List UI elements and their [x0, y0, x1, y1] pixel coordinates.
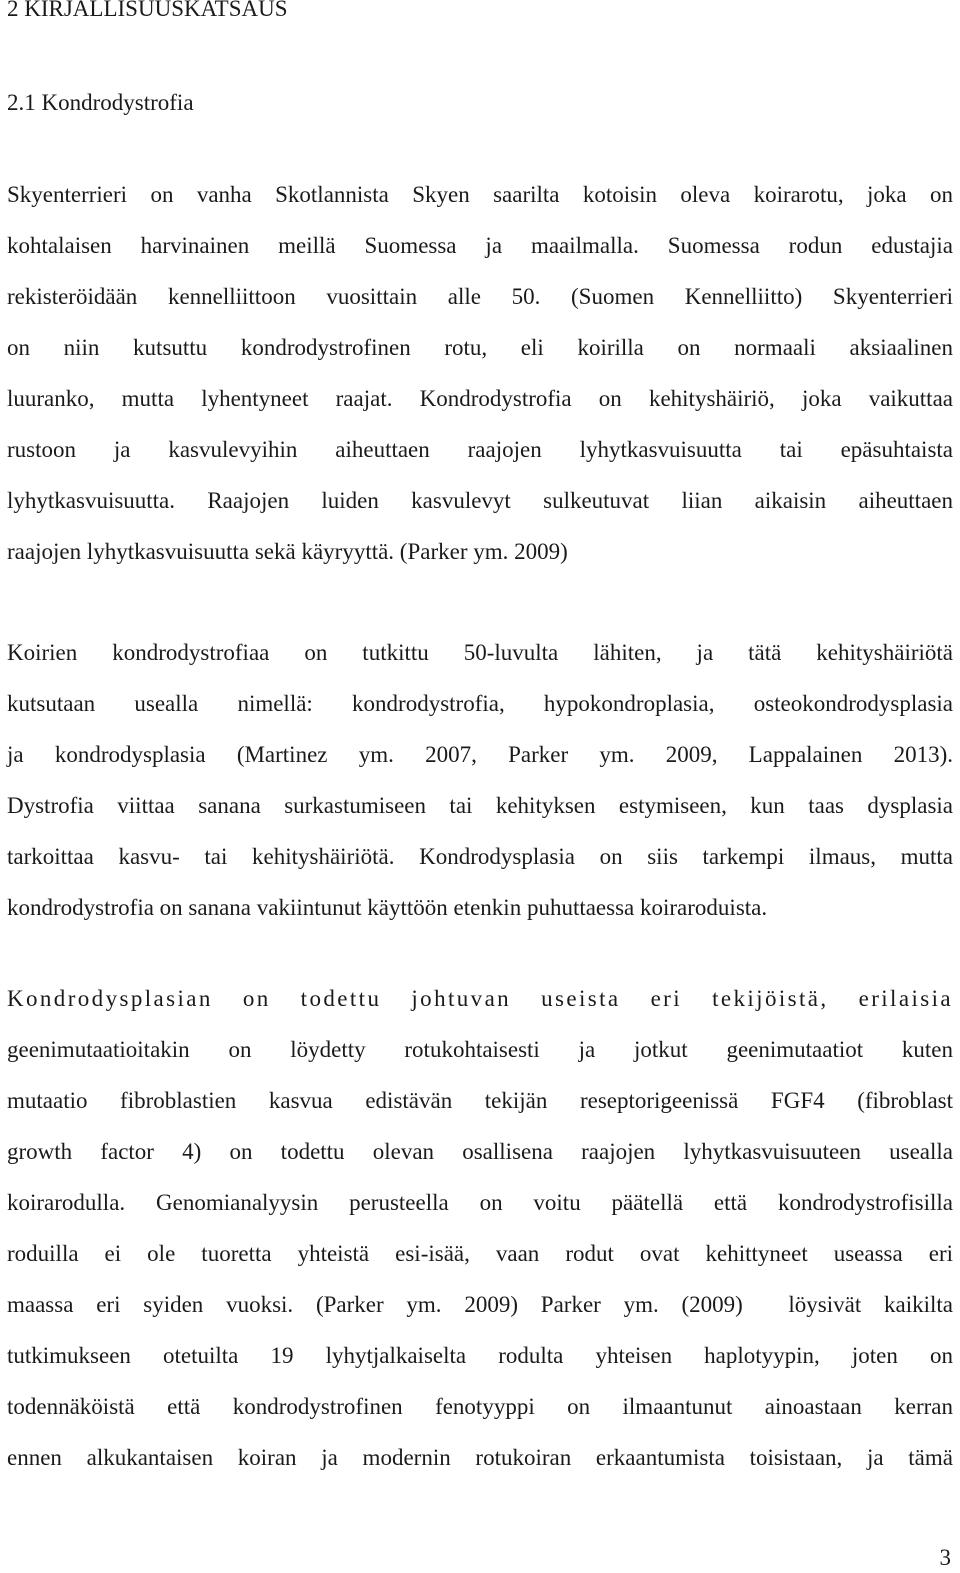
text-line: kohtalaisen harvinainen meillä Suomessa ja maailmalla. Suomessa rodun edustajia — [7, 233, 953, 258]
text-line: rekisteröidään kennelliittoon vuosittain alle 50. (Suomen Kennelliitto) Skyenterrieri — [7, 284, 953, 309]
text-line: koirarodulla. Genomianalyysin perusteella on voitu päätellä että kondrodystrofisilla — [7, 1190, 953, 1215]
text-line: kutsutaan usealla nimellä: kondrodystrofia, hypokondroplasia, osteokondrodysplasia — [7, 691, 953, 716]
text-line: Dystrofia viittaa sanana surkastumiseen tai kehityksen estymiseen, kun taas dysplasia — [7, 793, 953, 818]
text-line: geenimutaatioitakin on löydetty rotukohtaisesti ja jotkut geenimutaatiot kuten — [7, 1037, 953, 1062]
text-line: todennäköistä että kondrodystrofinen fenotyyppi on ilmaantunut ainoastaan kerran — [7, 1394, 953, 1419]
text-line: growth factor 4) on todettu olevan osallisena raajojen lyhytkasvuisuuteen usealla — [7, 1139, 953, 1164]
text-line: mutaatio fibroblastien kasvua edistävän tekijän reseptorigeenissä FGF4 (fibroblast — [7, 1088, 953, 1113]
text-line: on niin kutsuttu kondrodystrofinen rotu, eli koirilla on normaali aksiaalinen — [7, 335, 953, 360]
text-line: ja kondrodysplasia (Martinez ym. 2007, Parker ym. 2009, Lappalainen 2013). — [7, 742, 953, 767]
section-heading: 2.1 Kondrodystrofia — [7, 90, 194, 115]
text-line: Koirien kondrodystrofiaa on tutkittu 50-luvulta lähiten, ja tätä kehityshäiriötä — [7, 640, 953, 665]
text-line: Kondrodysplasian on todettu johtuvan useista eri tekijöistä, erilaisia — [7, 986, 953, 1011]
text-line: raajojen lyhytkasvuisuutta sekä käyryyttä. (Parker ym. 2009) — [7, 539, 568, 564]
text-line: Skyenterrieri on vanha Skotlannista Skyen saarilta kotoisin oleva koirarotu, joka on — [7, 182, 953, 207]
text-line: roduilla ei ole tuoretta yhteistä esi-isää, vaan rodut ovat kehittyneet useassa eri — [7, 1241, 953, 1266]
page-number: 3 — [939, 1545, 951, 1570]
text-line: luuranko, mutta lyhentyneet raajat. Kondrodystrofia on kehityshäiriö, joka vaikuttaa — [7, 386, 953, 411]
chapter-heading: 2 KIRJALLISUUSKATSAUS — [7, 0, 288, 21]
text-line: tarkoittaa kasvu- tai kehityshäiriötä. Kondrodysplasia on siis tarkempi ilmaus, mutta — [7, 844, 953, 869]
text-line: kondrodystrofia on sanana vakiintunut käyttöön etenkin puhuttaessa koiraroduista. — [7, 895, 768, 920]
text-line: maassa eri syiden vuoksi. (Parker ym. 2009) Parker ym. (2009) löysivät kaikilta — [7, 1292, 953, 1317]
text-line: ennen alkukantaisen koiran ja modernin rotukoiran erkaantumista toisistaan, ja tämä — [7, 1445, 953, 1470]
text-line: tutkimukseen otetuilta 19 lyhytjalkaiselta rodulta yhteisen haplotyypin, joten on — [7, 1343, 953, 1368]
text-line: lyhytkasvuisuutta. Raajojen luiden kasvulevyt sulkeutuvat liian aikaisin aiheuttaen — [7, 488, 953, 513]
text-line: rustoon ja kasvulevyihin aiheuttaen raajojen lyhytkasvuisuutta tai epäsuhtaista — [7, 437, 953, 462]
